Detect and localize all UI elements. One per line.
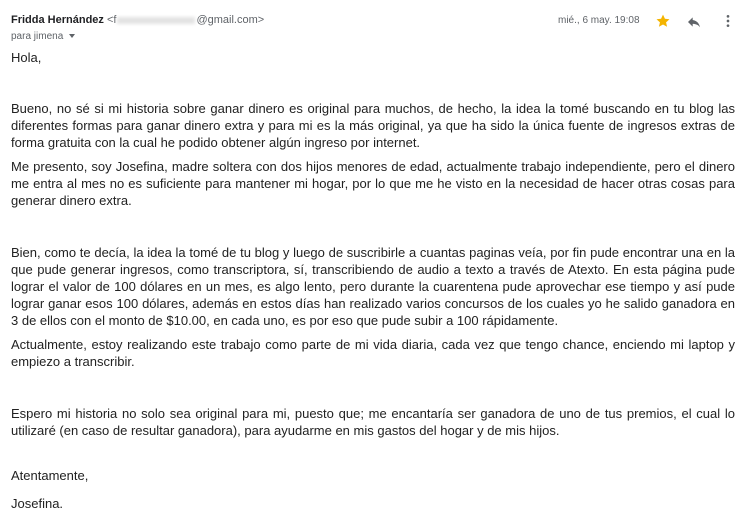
- paragraph-4: Actualmente, estoy realizando este trabajo como parte de mi vida diaria, cada vez que tengo chance, enciendo mi laptop y empiezo a transcribir.: [11, 337, 735, 369]
- reply-icon[interactable]: [685, 14, 703, 30]
- paragraph-1: Bueno, no sé si mi historia sobre ganar dinero es original para muchos, de hecho, la idea la tomé buscando en tu blog las diferentes formas para ganar dinero extra y para mi es la más original, ya que ha sido la única fuente de ingresos extras de forma gratuita con la cual he podido obtener algún ingreso por internet.: [11, 101, 735, 150]
- paragraph-5: Espero mi historia no solo sea original para mi, puesto que; me encantaría ser ganadora de uno de tus premios, el cual lo utilizaré (en caso de resultar ganadora), para ayudarme en mis gastos del hogar y de mis hijos.: [11, 406, 735, 438]
- sender-email: [107, 14, 264, 26]
- paragraph-2: Me presento, soy Josefina, madre soltera con dos hijos menores de edad, actualmente trabajo independiente, pero el dinero me entra al mes no es suficiente para mantener mi hogar, por lo que me he visto en la necesidad de hacer otras cosas para generar dinero extra.: [11, 159, 735, 208]
- signature: Josefina.: [11, 496, 64, 511]
- closing: Atentamente,: [11, 468, 89, 483]
- sender-email-suffix: @gmail.com>: [196, 14, 265, 26]
- star-icon[interactable]: [655, 13, 671, 29]
- paragraph-3: Bien, como te decía, la idea la tomé de tu blog y luego de suscribirle a cuantas paginas veía, por fin pude encontrar una en la que pude generar ingresos, como transcriptora, sí, transcribiendo de audio a texto a través de Atexto. En esta página pude lograr el valor de 100 dólares en un mes, es algo lento, pero durante la cuarentena pude aprovechar ese tiempo y así pude lograr ganar esos 100 dólares, además en estos días han realizado varios concursos de los cuales yo he salido ganadora en 3 de ellos con el monto de $10.00, en cada uno, es por eso que pude subir a 100 rápidamente.: [11, 245, 735, 328]
- greeting: Hola,: [11, 50, 42, 65]
- sender: [11, 14, 264, 26]
- message-header: [0, 0, 750, 48]
- sender-email-prefix: <f: [106, 14, 117, 26]
- sender-name[interactable]: Fridda Hernández: [11, 14, 104, 26]
- redacted-email: [117, 17, 195, 24]
- more-vert-icon[interactable]: [720, 13, 736, 29]
- message-body: [11, 49, 735, 512]
- recipient-label: para jimena: [11, 31, 64, 42]
- recipient-details-toggle[interactable]: [11, 31, 75, 42]
- message-date: mié., 6 may. 19:08: [558, 15, 640, 26]
- chevron-down-icon: [69, 34, 75, 38]
